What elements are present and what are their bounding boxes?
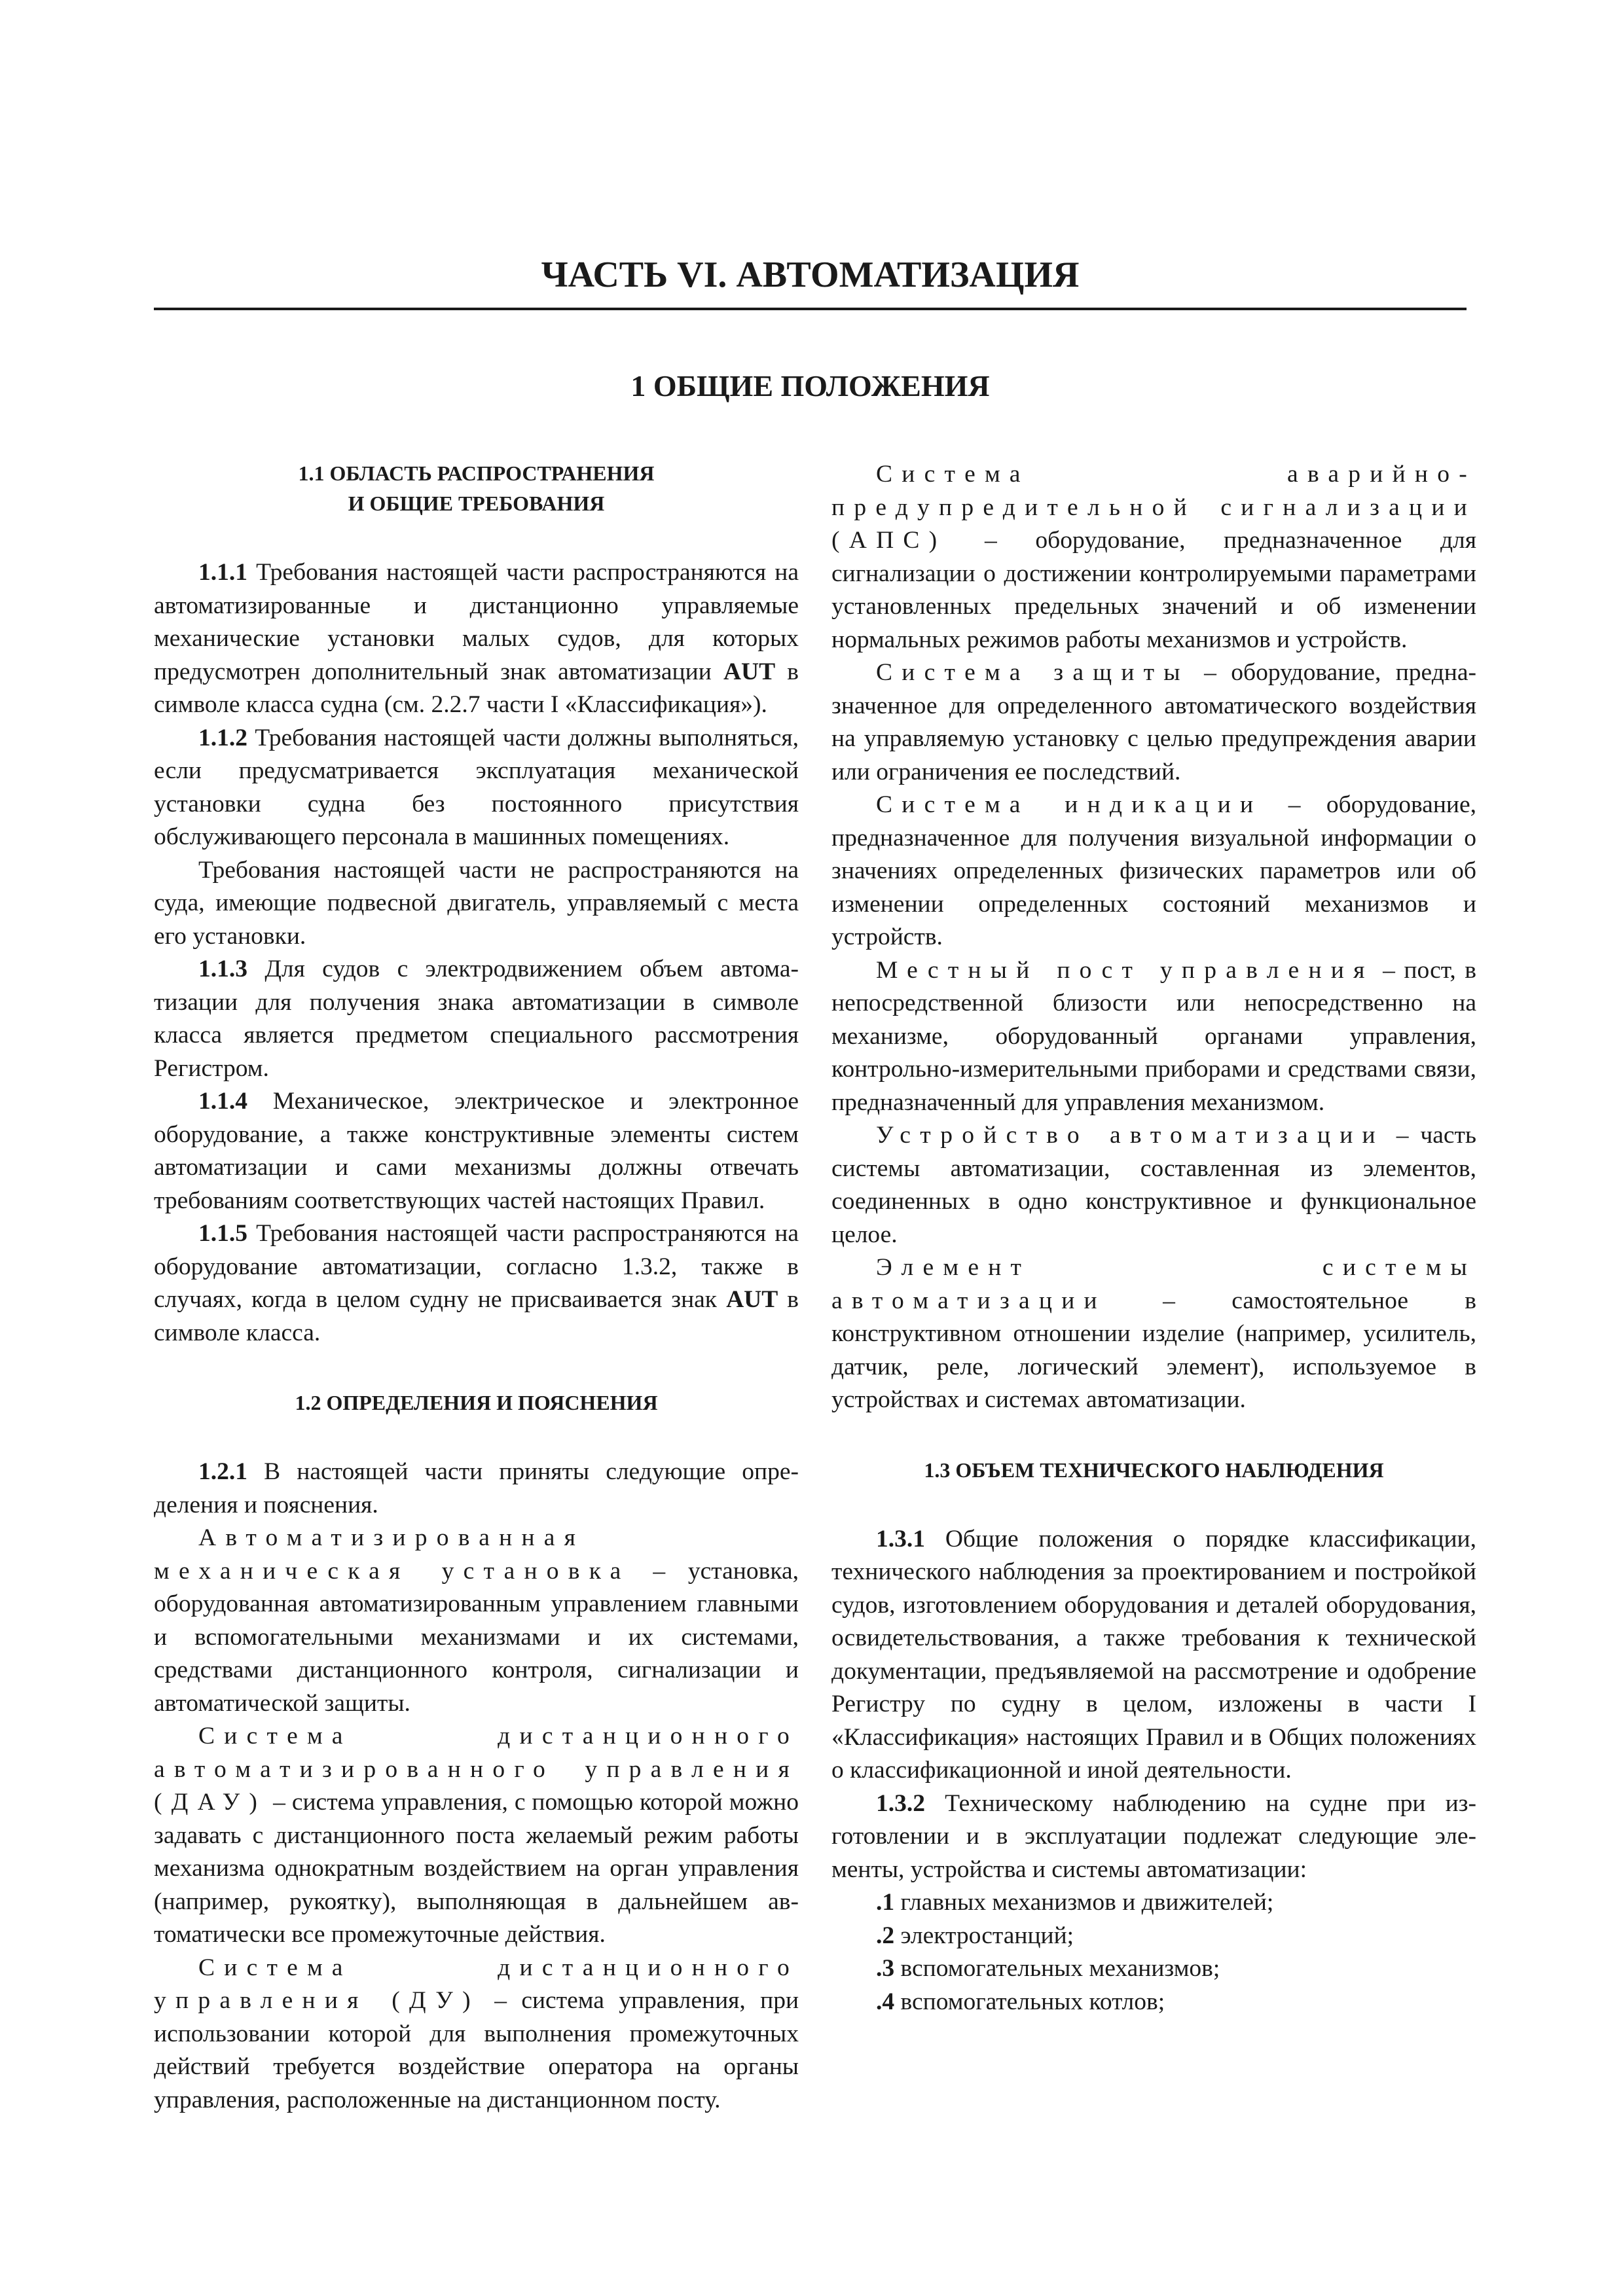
- list-item-text: главных механизмов и движителей;: [894, 1889, 1274, 1916]
- definition-text: – установка, оборудованная автоматизированным управлением главными и вспомогательными механизмами и их системами, средствами дистанционного контроля, сигнализации и автоматической защиты.: [154, 1557, 799, 1717]
- definition-term: Система защиты: [876, 659, 1190, 686]
- section-1-3-title: 1.3 ОБЪЕМ ТЕХНИЧЕСКОГО НАБЛЮДЕНИЯ: [924, 1458, 1384, 1482]
- chapter-title: 1 ОБЩИЕ ПОЛОЖЕНИЯ: [630, 369, 990, 403]
- paragraph-1-1-2: [154, 722, 799, 854]
- left-column: [154, 458, 799, 2117]
- clause-number: 1.1.3: [198, 956, 247, 982]
- paragraph-text: В настоящей части приняты следующие определения и пояснения.: [154, 1458, 799, 1518]
- paragraph-1-2-1: [154, 1456, 799, 1522]
- part-title: ЧАСТЬ VI. АВТОМАТИЗАЦИЯ: [541, 255, 1080, 295]
- paragraph-1-1-1: [154, 556, 799, 722]
- definition-automated-installation: [154, 1522, 799, 1720]
- definition-term: Система дистанционного управления (ДУ): [154, 1954, 799, 2014]
- list-item-text: вспомогательных котлов;: [894, 1988, 1165, 2015]
- clause-number: 1.2.1: [198, 1458, 247, 1485]
- list-item-number: .4: [876, 1988, 895, 2015]
- aut-mark: AUT: [723, 658, 776, 685]
- definition-du: [154, 1952, 799, 2117]
- list-item: [831, 1920, 1476, 1953]
- definition-text: – пост, в непосредственной близости или непосредственно на механизме, оборудованный органами управления, контрольно-измерительными приборами и средствами связи, предназначенный для управления механизмом.: [831, 956, 1476, 1116]
- definition-aps: [831, 458, 1476, 656]
- definition-text: – самостоятельное в конструктивном отношении изделие (например, усилитель, датчик, реле, логический элемент), используемое в устройствах и системах автоматизации.: [831, 1287, 1476, 1413]
- aut-mark: AUT: [726, 1286, 778, 1313]
- list-item-number: .1: [876, 1889, 895, 1916]
- paragraph-1-1-3: [154, 953, 799, 1085]
- list-item-number: .3: [876, 1955, 895, 1982]
- definition-text: – часть системы автоматизации, составленная из элементов, соединенных в одно конструктивное и функциональное целое.: [831, 1122, 1477, 1248]
- definition-term: Элемент системы автоматизации: [831, 1254, 1476, 1314]
- paragraph-1-1-5: [154, 1217, 799, 1350]
- clause-number: 1.3.1: [876, 1525, 925, 1552]
- list-item: [831, 1986, 1476, 2019]
- clause-number: 1.1.1: [198, 559, 247, 586]
- paragraph-1-1-4: [154, 1085, 799, 1217]
- definition-element: [831, 1251, 1476, 1417]
- section-1-1-title-line2: И ОБЩИЕ ТРЕБОВАНИЯ: [348, 492, 605, 515]
- definition-term: Система индикации: [876, 791, 1263, 818]
- definition-text: – система управления, при использовании которой для выполнения промежуточных действий требуется воздействие оператора на органы управления, расположенные на дистанционном посту.: [154, 1987, 799, 2113]
- definition-local-post: [831, 954, 1476, 1120]
- paragraph-text: Требования настоящей части не распространяются на суда, имеющие подвесной двигатель, управляемый с места его установки.: [154, 856, 799, 950]
- paragraph-1-1-2-note: [154, 854, 799, 954]
- paragraph-text: Общие положения о порядке классификации, технического наблюдения за проектированием и постройкой судов, изготовлением оборудования и деталей оборудования, освидетельствования, а также требования к технической документации, предъявляемой на рассмотрение и одобрение Регистру по судну в целом, изложены в части I «Классификация» настоящих Правил и в Общих положениях о классификационной и иной деятельности.: [831, 1525, 1476, 1784]
- definition-protection: [831, 656, 1476, 789]
- clause-number: 1.1.5: [198, 1220, 247, 1247]
- paragraph-text: Требования настоящей части должны выполняться, если предусматривается эксплуатация механической установки судна без постоянного присутствия обслуживающего персонала в машинных помещениях.: [154, 724, 799, 850]
- definition-term: Система дистанционного автоматизированного управления (ДАУ): [154, 1723, 799, 1816]
- list-item: [831, 1886, 1476, 1920]
- clause-number: 1.3.2: [876, 1789, 925, 1817]
- clause-number: 1.1.2: [198, 724, 247, 751]
- definition-text: – система управления, с помощью которой можно задавать с дистанционного поста желаемый режим работы механизма однократным воздействием на орган управления (например, рукоятку), выполняющая в дальнейшем автоматически все промежуточные действия.: [154, 1789, 799, 1948]
- paragraph-text: Техническому наблюдению на судне при изготовлении и в эксплуатации подлежат следующие элементы, устройства и системы автоматизации:: [831, 1789, 1476, 1883]
- paragraph-text: в символе класса судна (см. 2.2.7 части I «Классификация»).: [154, 658, 799, 718]
- paragraph-1-3-2: [831, 1787, 1476, 1887]
- definition-term: Автоматизированная механическая установка: [154, 1524, 630, 1585]
- paragraph-text: Требования настоящей части распространяются на оборудование автоматизации, согласно 1.3.2, также в случаях, когда в целом судну не присваивается знак: [154, 1220, 799, 1313]
- title-rule: [154, 308, 1467, 310]
- section-1-1-title: [154, 458, 799, 518]
- definition-device: [831, 1119, 1476, 1251]
- paragraph-text: Механическое, электрическое и электронное оборудование, а также конструктивные элементы систем автоматизации и сами механизмы должны отвечать требованиям соответствующих частей настоящих Правил.: [154, 1088, 799, 1214]
- definition-indication: [831, 789, 1476, 954]
- definition-text: – оборудование, предназначенное для сигнализации о достижении контролируемыми параметрами установленных предельных значений и об изменении нормальных режимов работы механизмов и устройств.: [831, 527, 1476, 653]
- list-item-number: .2: [876, 1922, 895, 1949]
- definition-text: – оборудование, предназначенное для определенного автоматического воздействия на управляемую установку с целью предупреждения аварии или ограничения ее последствий.: [831, 659, 1476, 785]
- definition-term: Устройство автоматизации: [876, 1122, 1385, 1149]
- list-item-text: вспомогательных механизмов;: [894, 1955, 1220, 1982]
- definition-term: Местный пост управления: [876, 956, 1374, 984]
- clause-number: 1.1.4: [198, 1088, 247, 1115]
- section-1-2-title: 1.2 ОПРЕДЕЛЕНИЯ И ПОЯСНЕНИЯ: [295, 1391, 658, 1414]
- definition-text: – оборудование, предназначенное для получения визуальной информации о значениях определенных физических параметров или об изменении определенных состояний механизмов и устройств.: [831, 791, 1476, 950]
- paragraph-text: Требования настоящей части распространяются на автоматизированные и дистанционно управляемые механические установки малых судов, для которых предусмотрен дополнительный знак автоматизации: [154, 559, 799, 685]
- paragraph-1-3-1: [831, 1523, 1476, 1787]
- paragraph-text: Для судов с электродвижением объем автоматизации для получения знака автоматизации в символе класса является предметом специального рассмотрения Регистром.: [154, 956, 799, 1082]
- list-item-text: электростанций;: [894, 1922, 1074, 1949]
- right-column: [831, 458, 1476, 2018]
- definition-dau: [154, 1720, 799, 1952]
- section-1-1-title-line1: 1.1 ОБЛАСТЬ РАСПРОСТРАНЕНИЯ: [298, 461, 655, 485]
- list-item: [831, 1952, 1476, 1986]
- definition-term: Система аварийно-предупредительной сигнализации (АПС): [831, 461, 1476, 554]
- paragraph-text: в символе класса.: [154, 1286, 799, 1346]
